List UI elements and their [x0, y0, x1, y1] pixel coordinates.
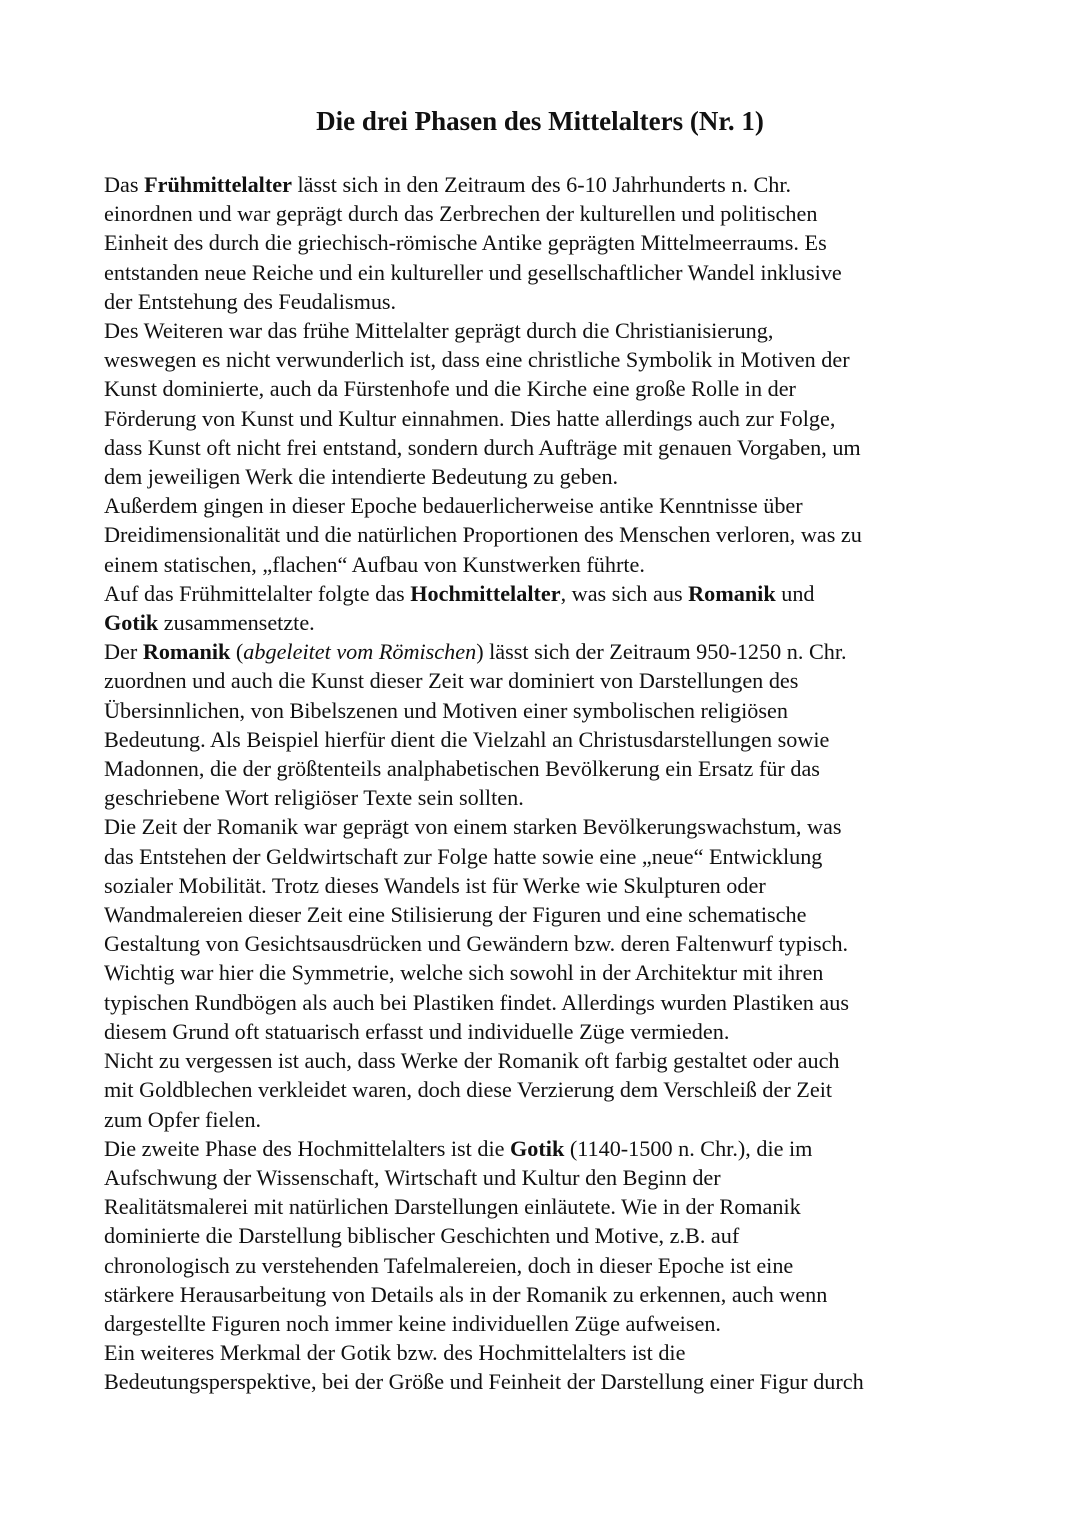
text-segment: Des Weiteren war das frühe Mittelalter geprägt durch die Christianisierung, — [104, 318, 774, 344]
text-line — [104, 1134, 984, 1163]
text-line — [104, 258, 984, 287]
text-line — [104, 988, 984, 1017]
text-line — [104, 1280, 984, 1309]
text-line — [104, 287, 984, 316]
text-line — [104, 725, 984, 754]
text-line — [104, 608, 984, 637]
bold-term: Romanik — [142, 639, 231, 665]
text-segment: Nicht zu vergessen ist auch, dass Werke der Romanik oft farbig gestaltet oder auch — [104, 1048, 840, 1074]
text-segment: geschriebene Wort religiöser Texte sein sollten. — [104, 785, 524, 811]
text-line — [104, 1367, 984, 1396]
text-segment: Das — [104, 172, 145, 197]
text-segment: Der — [104, 639, 143, 665]
text-line — [104, 842, 984, 871]
text-line — [104, 345, 984, 374]
body-text — [104, 170, 984, 1397]
text-segment: dargestellte Figuren noch immer keine individuellen Züge aufweisen. — [104, 1310, 721, 1336]
text-segment: das Entstehen der Geldwirtschaft zur Folge hatte sowie eine „neue“ Entwicklung — [104, 843, 823, 869]
text-line — [104, 550, 984, 579]
text-line — [104, 754, 984, 783]
text-segment: Madonnen, die der größtenteils analphabetischen Bevölkerung ein Ersatz für das — [104, 756, 820, 782]
text-line — [104, 783, 984, 812]
text-segment: Förderung von Kunst und Kultur einnahmen. Dies hatte allerdings auch zur Folge, — [104, 405, 836, 431]
text-line — [104, 374, 984, 403]
text-segment: diesem Grund oft statuarisch erfasst und individuelle Züge vermieden. — [104, 1018, 730, 1044]
text-segment: Dreidimensionalität und die natürlichen Proportionen des Menschen verloren, was zu — [104, 522, 862, 548]
text-line — [104, 1309, 984, 1338]
bold-term: Gotik — [104, 610, 159, 636]
text-segment: Realitätsmalerei mit natürlichen Darstellungen einläutete. Wie in der Romanik — [104, 1194, 801, 1220]
text-line — [104, 170, 984, 199]
text-segment: zum Opfer fielen. — [104, 1106, 262, 1132]
text-segment: Außerdem gingen in dieser Epoche bedauerlicherweise antike Kenntnisse über — [104, 493, 803, 519]
text-line — [104, 1105, 984, 1134]
text-segment: zusammensetzte. — [158, 610, 315, 636]
text-segment: einordnen und war geprägt durch das Zerbrechen der kulturellen und politischen — [104, 201, 818, 227]
text-segment: weswegen es nicht verwunderlich ist, dass eine christliche Symbolik in Motiven der — [104, 347, 850, 373]
text-segment: ( — [230, 639, 244, 665]
text-line — [104, 433, 984, 462]
text-line — [104, 871, 984, 900]
text-segment: ) lässt sich der Zeitraum 950-1250 n. Chr. — [476, 639, 847, 665]
text-segment: dominierte die Darstellung biblischer Geschichten und Motive, z.B. auf — [104, 1223, 740, 1249]
text-segment: sozialer Mobilität. Trotz dieses Wandels ist für Werke wie Skulpturen oder — [104, 872, 766, 898]
text-line — [104, 491, 984, 520]
text-segment: Wichtig war hier die Symmetrie, welche sich sowohl in der Architektur mit ihren — [104, 960, 824, 986]
text-segment: Die Zeit der Romanik war geprägt von einem starken Bevölkerungswachstum, was — [104, 814, 842, 840]
text-line — [104, 637, 984, 666]
text-segment: typischen Rundbögen als auch bei Plastiken findet. Allerdings wurden Plastiken aus — [104, 989, 850, 1015]
text-line — [104, 462, 984, 491]
text-segment: Bedeutungsperspektive, bei der Größe und Feinheit der Darstellung einer Figur durch — [104, 1369, 864, 1395]
text-segment: und — [775, 580, 815, 606]
text-line — [104, 958, 984, 987]
bold-term: Hochmittelalter — [410, 580, 561, 606]
bold-term: Gotik — [510, 1135, 565, 1161]
text-line — [104, 316, 984, 345]
text-segment: Wandmalereien dieser Zeit eine Stilisierung der Figuren und eine schematische — [104, 902, 807, 928]
text-segment: Gestaltung von Gesichtsausdrücken und Gewändern bzw. deren Faltenwurf typisch. — [104, 931, 849, 957]
text-segment: Übersinnlichen, von Bibelszenen und Motiven einer symbolischen religiösen — [104, 697, 788, 723]
text-line — [104, 579, 984, 608]
text-line — [104, 1046, 984, 1075]
text-line — [104, 1163, 984, 1192]
text-line — [104, 929, 984, 958]
text-segment: Ein weiteres Merkmal der Gotik bzw. des Hochmittelalters ist die — [104, 1340, 686, 1366]
text-segment: Auf das Frühmittelalter folgte das — [104, 580, 411, 606]
text-line — [104, 1075, 984, 1104]
text-segment: chronologisch zu verstehenden Tafelmalereien, doch in dieser Epoche ist eine — [104, 1252, 794, 1278]
text-segment: lässt sich in den Zeitraum des 6-10 Jahrhunderts n. Chr. — [291, 172, 792, 197]
text-segment: (1140-1500 n. Chr.), die im — [564, 1135, 813, 1161]
text-segment: Kunst dominierte, auch da Fürstenhofe und die Kirche eine große Rolle in der — [104, 376, 796, 402]
text-segment: mit Goldblechen verkleidet waren, doch diese Verzierung dem Verschleiß der Zeit — [104, 1077, 833, 1103]
text-line — [104, 228, 984, 257]
text-line — [104, 1192, 984, 1221]
text-line — [104, 1251, 984, 1280]
italic-text: abgeleitet vom Römischen — [243, 639, 477, 665]
text-segment: Aufschwung der Wissenschaft, Wirtschaft und Kultur den Beginn der — [104, 1164, 721, 1190]
text-segment: zuordnen und auch die Kunst dieser Zeit war dominiert von Darstellungen des — [104, 668, 799, 694]
text-line — [104, 1338, 984, 1367]
text-line — [104, 696, 984, 725]
text-line — [104, 199, 984, 228]
text-line — [104, 900, 984, 929]
text-segment: , was sich aus — [560, 580, 689, 606]
text-segment: dem jeweiligen Werk die intendierte Bedeutung zu geben. — [104, 464, 619, 490]
bold-term: Frühmittelalter — [144, 172, 292, 197]
bold-term: Romanik — [688, 580, 776, 606]
text-segment: Einheit des durch die griechisch-römische Antike geprägten Mittelmeerraums. Es — [104, 230, 827, 256]
text-segment: einem statischen, „flachen“ Aufbau von Kunstwerken führte. — [104, 551, 645, 577]
text-line — [104, 1221, 984, 1250]
text-segment: Die zweite Phase des Hochmittelalters ist die — [104, 1135, 511, 1161]
text-line — [104, 666, 984, 695]
text-line — [104, 404, 984, 433]
page-title: Die drei Phasen des Mittelalters (Nr. 1) — [316, 106, 764, 136]
text-segment: Bedeutung. Als Beispiel hierfür dient die Vielzahl an Christusdarstellungen sowie — [104, 726, 830, 752]
text-segment: dass Kunst oft nicht frei entstand, sondern durch Aufträge mit genauen Vorgaben, um — [104, 434, 861, 460]
text-segment: stärkere Herausarbeitung von Details als in der Romanik zu erkennen, auch wenn — [104, 1281, 828, 1307]
text-segment: entstanden neue Reiche und ein kultureller und gesellschaftlicher Wandel inklusive — [104, 259, 842, 285]
text-line — [104, 520, 984, 549]
text-line — [104, 812, 984, 841]
text-segment: der Entstehung des Feudalismus. — [104, 288, 397, 314]
text-line — [104, 1017, 984, 1046]
